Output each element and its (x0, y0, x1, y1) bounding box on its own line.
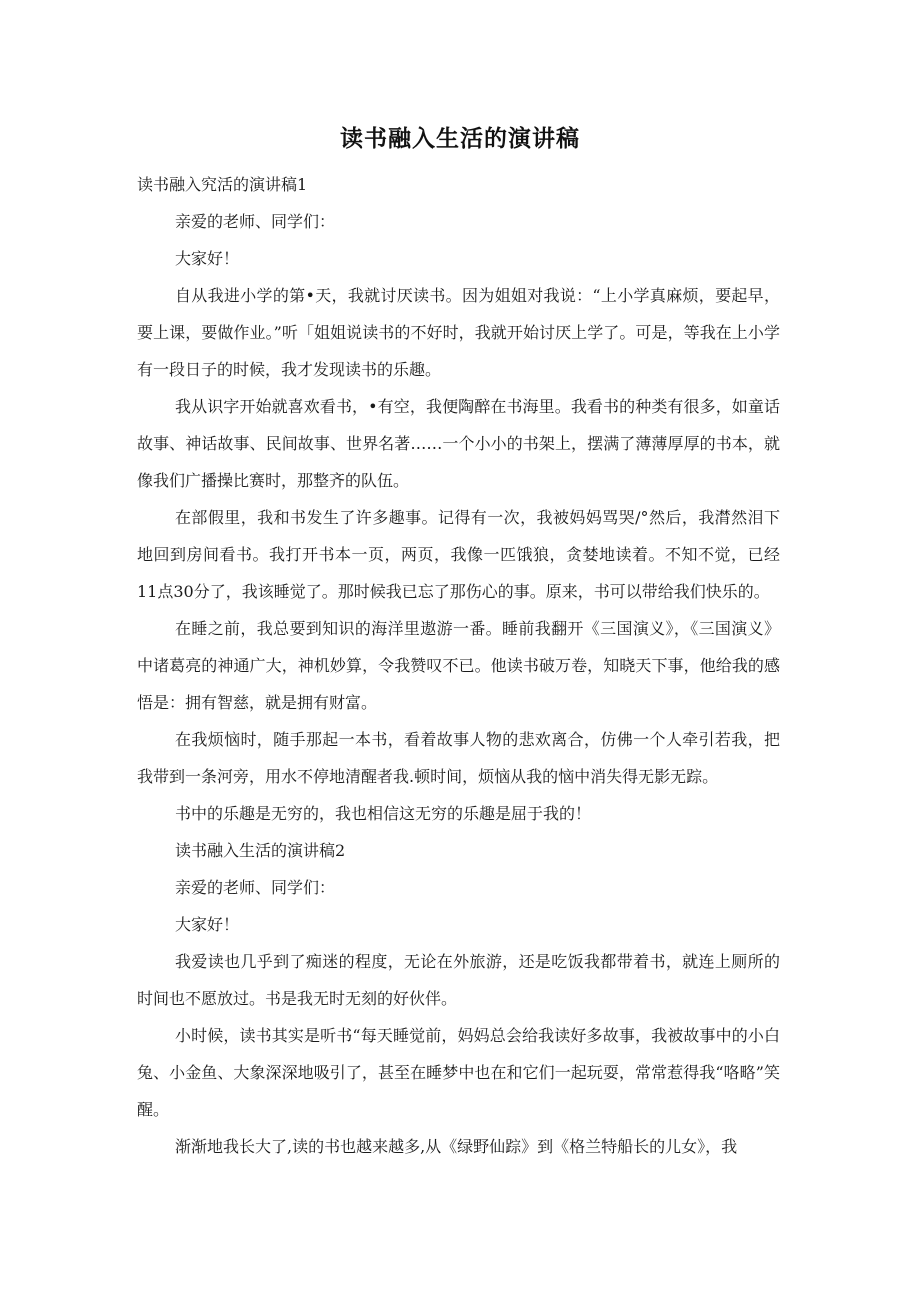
salutation: 亲爱的老师、同学们： (175, 212, 336, 231)
greeting: 大家好！ (175, 249, 240, 268)
paragraph: 我从识字开始就喜欢看书，•有空，我便陶醉在书海里。我看书的种类有很多，如童话故事、神话故事、民间故事、世界名著……一个小小的书架上，摆满了薄薄厚厚的书本，就像我们广播操比赛时，那整齐的队伍。 (137, 397, 780, 490)
paragraph: 自从我进小学的第•天，我就讨厌读书。因为姐姐对我说：“上小学真麻烦，要起早，要上课，要做作业。”听「姐姐说读书的不好时，我就开始讨厌上学了。可是，等我在上小学有一段日子的时候，我才发现读书的乐趣。 (137, 286, 780, 379)
document-title: 读书融入生活的演讲稿 (340, 125, 580, 151)
section-heading-1: 读书融入究活的演讲稿1 (137, 175, 308, 194)
paragraph: 在睡之前，我总要到知识的海洋里遨游一番。睡前我翻开《三国演义》，《三国演义》中诸葛亮的神通广大，神机妙算，令我赞叹不已。他读书破万卷，知晓天下事，他给我的感悟是：拥有智慈，就是拥有财富。 (137, 619, 780, 712)
paragraph: 在我烦恼时，随手那起一本书，看着故事人物的悲欢离合，仿佛一个人牵引若我，把我带到一条河旁，用水不停地清醒者我.顿时间，烦恼从我的恼中消失得无影无踪。 (137, 730, 780, 786)
document-body (137, 166, 780, 1165)
section-heading-2: 读书融入生活的演讲稿2 (175, 841, 346, 860)
greeting: 大家好！ (175, 915, 240, 934)
paragraph: 书中的乐趣是无穷的，我也相信这无穷的乐趣是屈于我的！ (175, 804, 592, 823)
paragraph: 渐渐地我长大了,读的书也越来越多,从《绿野仙踪》到《格兰特船长的儿女》，我 (175, 1137, 738, 1156)
paragraph: 我爱读也几乎到了痴迷的程度，无论在外旅游，还是吃饭我都带着书，就连上厕所的时间也不愿放过。书是我无时无刻的好伙伴。 (137, 952, 780, 1008)
paragraph: 小时候，读书其实是听书“每天睡觉前，妈妈总会给我读好多故事，我被故事中的小白兔、小金鱼、大象深深地吸引了，甚至在睡梦中也在和它们一起玩耍，常常惹得我“咯略”笑醒。 (137, 1026, 780, 1119)
paragraph: 在部假里，我和书发生了许多趣事。记得有一次，我被妈妈骂哭/°然后，我潸然泪下地回到房间看书。我打开书本一页，两页，我像一匹饿狼，贪婪地读着。不知不觉，已经11点30分了，我该睡觉了。那时候我已忘了那伤心的事。原来，书可以带给我们快乐的。 (137, 508, 780, 601)
salutation: 亲爱的老师、同学们： (175, 878, 336, 897)
